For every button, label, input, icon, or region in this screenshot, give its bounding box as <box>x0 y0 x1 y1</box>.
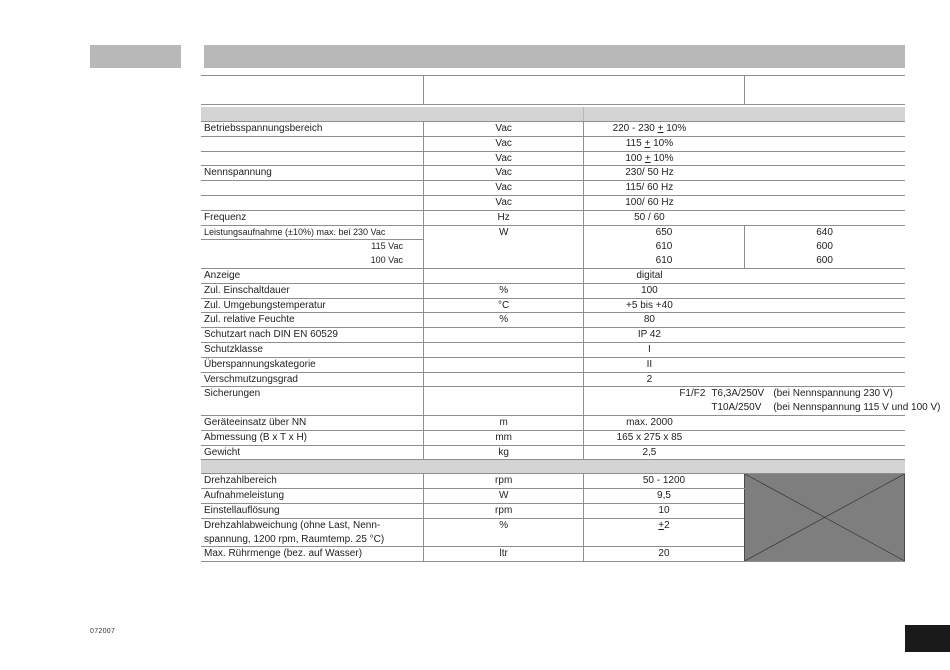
section-stirrer <box>201 460 905 474</box>
table-row: Zul. relative Feuchte % 80 <box>201 313 905 328</box>
table-row: Vac 100/ 60 Hz <box>201 195 905 210</box>
table-header-row <box>201 76 905 105</box>
not-applicable-crossbox <box>744 474 904 562</box>
section-general <box>201 107 905 122</box>
table-row: Einstellauflösung rpm 10 <box>201 503 905 518</box>
table-row: Nennspannung Vac 230/ 50 Hz <box>201 166 905 181</box>
table-row: Verschmutzungsgrad 2 <box>201 372 905 387</box>
page-tab <box>905 625 950 652</box>
cross-lines <box>745 474 904 561</box>
table-row: Betriebsspannungsbereich Vac 220 - 230 + 10% <box>201 122 905 137</box>
table-row: Frequenz Hz 50 / 60 <box>201 210 905 225</box>
deviation-row: Drehzahlabweichung (ohne Last, Nenn- % +2 <box>201 518 905 532</box>
table-row: Geräteeinsatz über NN m max. 2000 <box>201 415 905 430</box>
table-row: Gewicht kg 2,5 <box>201 445 905 460</box>
table-row: Aufnahmeleistung W 9,5 <box>201 489 905 504</box>
footer-code: 072007 <box>90 628 116 635</box>
header-cell-2 <box>744 76 904 105</box>
table-row: Überspannungskategorie II <box>201 357 905 372</box>
table-row: Max. Rührmenge (bez. auf Wasser) ltr 20 <box>201 547 905 562</box>
side-header-bar <box>90 45 181 68</box>
table-row: Zul. Einschaltdauer % 100 <box>201 283 905 298</box>
table-row: Anzeige digital <box>201 268 905 283</box>
fuse-row: T10A/250V (bei Nennspannung 115 V und 100 V) <box>201 401 905 415</box>
fuse-row: Sicherungen F1/F2 T6,3A/250V (bei Nennspannung 230 V) <box>201 387 905 401</box>
table-row: Zul. Umgebungstemperatur °C +5 bis +40 <box>201 298 905 313</box>
power-row: 115 Vac 610 600 <box>201 240 905 254</box>
table-row: Vac 115 + 10% <box>201 136 905 151</box>
table-row: Drehzahlbereich rpm 50 - 1200 <box>201 474 905 489</box>
spec-table <box>201 75 941 562</box>
deviation-row: spannung, 1200 rpm, Raumtemp. 25 °C) <box>201 533 905 547</box>
table-row: Schutzart nach DIN EN 60529 IP 42 <box>201 328 905 343</box>
power-row: Leistungsaufnahme (±10%) max. bei 230 Vac W 650 640 <box>201 225 905 240</box>
table-row: Abmessung (B x T x H) mm 165 x 275 x 85 <box>201 430 905 445</box>
top-header-bar <box>204 45 905 68</box>
header-cell-1 <box>424 76 745 105</box>
power-row: 100 Vac 610 600 <box>201 254 905 268</box>
table-row: Vac 100 + 10% <box>201 151 905 166</box>
table-row: Schutzklasse I <box>201 342 905 357</box>
table-row: Vac 115/ 60 Hz <box>201 181 905 196</box>
